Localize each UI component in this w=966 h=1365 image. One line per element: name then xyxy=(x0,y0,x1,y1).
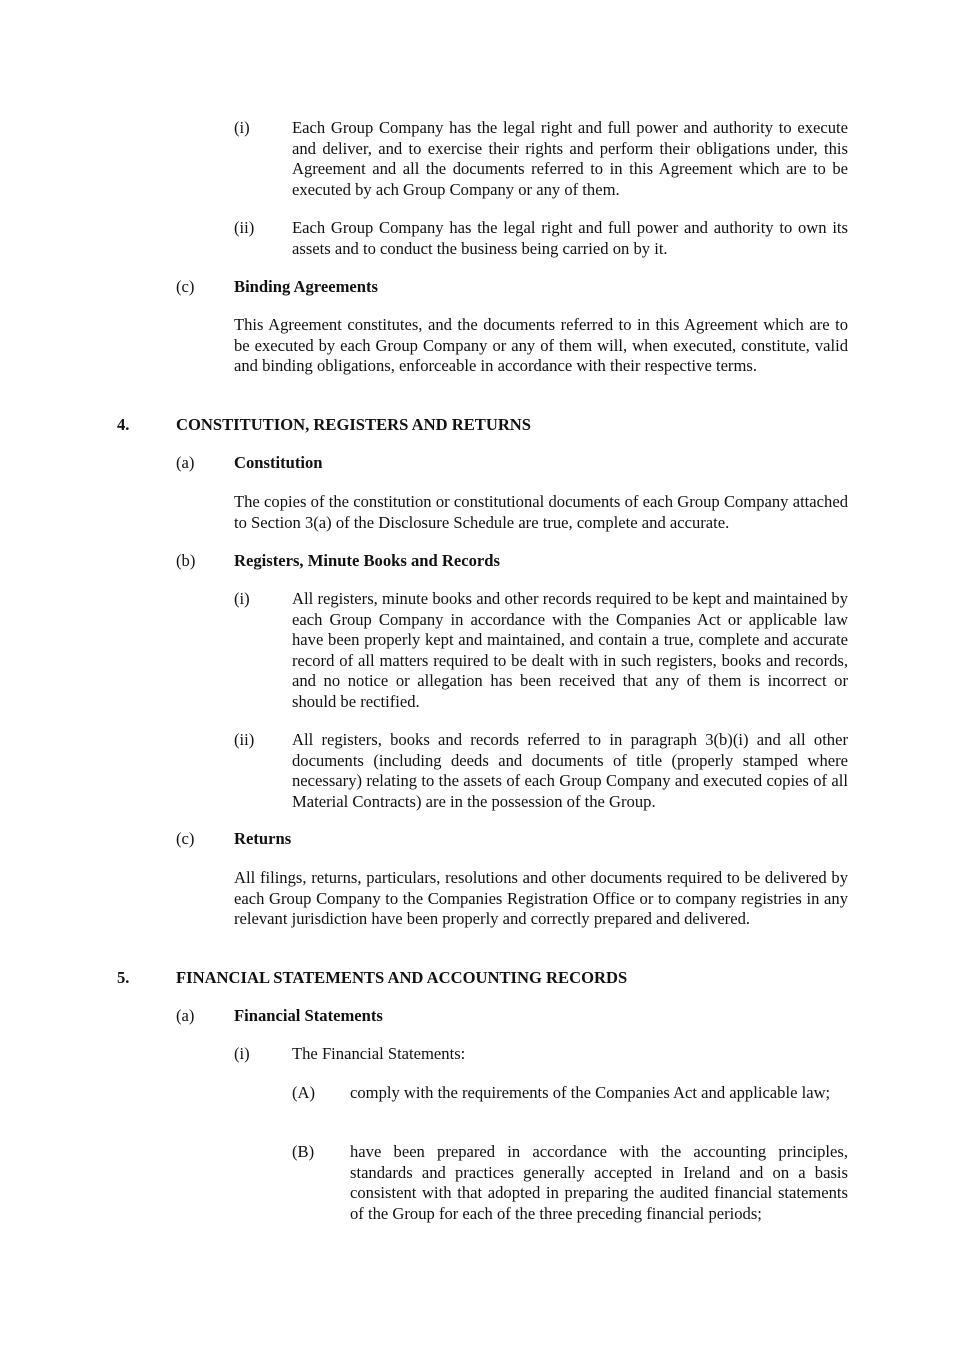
clause-label: (a) xyxy=(176,453,195,472)
clause-text: This Agreement constitutes, and the documents referred to in this Agreement which are to be executed by each Group Company or any of them will, when executed, constitute, valid and binding obligations, enforceable in accordance with their respective terms. xyxy=(234,315,848,375)
clause-label: (ii) xyxy=(234,218,255,237)
clause-text: All filings, returns, particulars, resolutions and other documents required to be delivered by each Group Company to the Companies Registration Office or to company registries in any relevant jurisdiction have been properly and correctly prepared and delivered. xyxy=(234,868,848,928)
clause-text: Each Group Company has the legal right and full power and authority to own its assets and to conduct the business being carried on by it. xyxy=(292,218,848,258)
clause-text: All registers, books and records referred to in paragraph 3(b)(i) and all other documents (including deeds and documents of title (properly stamped where necessary) relating to the assets of each Group Company and executed copies of all Material Contracts) are in the possession of the Group. xyxy=(292,730,848,811)
clause-heading: Constitution xyxy=(234,453,323,472)
section-number: 4. xyxy=(117,415,130,434)
clause-text: comply with the requirements of the Companies Act and applicable law; xyxy=(350,1083,831,1102)
clause-label: (i) xyxy=(234,589,250,608)
clause-label: (B) xyxy=(292,1142,315,1161)
section-number: 5. xyxy=(117,968,130,987)
clause-text: Each Group Company has the legal right and full power and authority to execute and deliver, and to exercise their rights and perform their obligations under, this Agreement and all the documents referred to in this Agreement which are to be executed by ach Group Company or any of them. xyxy=(292,118,848,199)
clause-label: (a) xyxy=(176,1006,195,1025)
clause-heading: Registers, Minute Books and Records xyxy=(234,551,500,570)
clause-label: (b) xyxy=(176,551,196,570)
clause-heading: Returns xyxy=(234,829,292,848)
clause-label: (c) xyxy=(176,829,195,848)
clause-label: (c) xyxy=(176,277,195,296)
clause-text: have been prepared in accordance with the accounting principles, standards and practices generally accepted in Ireland and on a basis consistent with that adopted in preparing the audited financial statements of the Group for each of the three preceding financial periods; xyxy=(350,1142,848,1223)
clause-label: (A) xyxy=(292,1083,316,1102)
clause-label: (ii) xyxy=(234,730,255,749)
clause-text: All registers, minute books and other records required to be kept and maintained by each Group Company in accordance with the Companies Act or applicable law have been properly kept and maintained, and contain a true, complete and accurate record of all matters required to be dealt with in such registers, books and records, and no notice or allegation has been received that any of them is incorrect or should be rectified. xyxy=(292,589,848,711)
clause-text: The copies of the constitution or constitutional documents of each Group Company attached to Section 3(a) of the Disclosure Schedule are true, complete and accurate. xyxy=(234,492,848,532)
clause-heading: Binding Agreements xyxy=(234,277,378,296)
section-title: FINANCIAL STATEMENTS AND ACCOUNTING RECORDS xyxy=(176,968,628,987)
clause-text: The Financial Statements: xyxy=(292,1044,466,1063)
clause-heading: Financial Statements xyxy=(234,1006,383,1025)
section-title: CONSTITUTION, REGISTERS AND RETURNS xyxy=(176,415,532,434)
clause-label: (i) xyxy=(234,118,250,137)
clause-label: (i) xyxy=(234,1044,250,1063)
